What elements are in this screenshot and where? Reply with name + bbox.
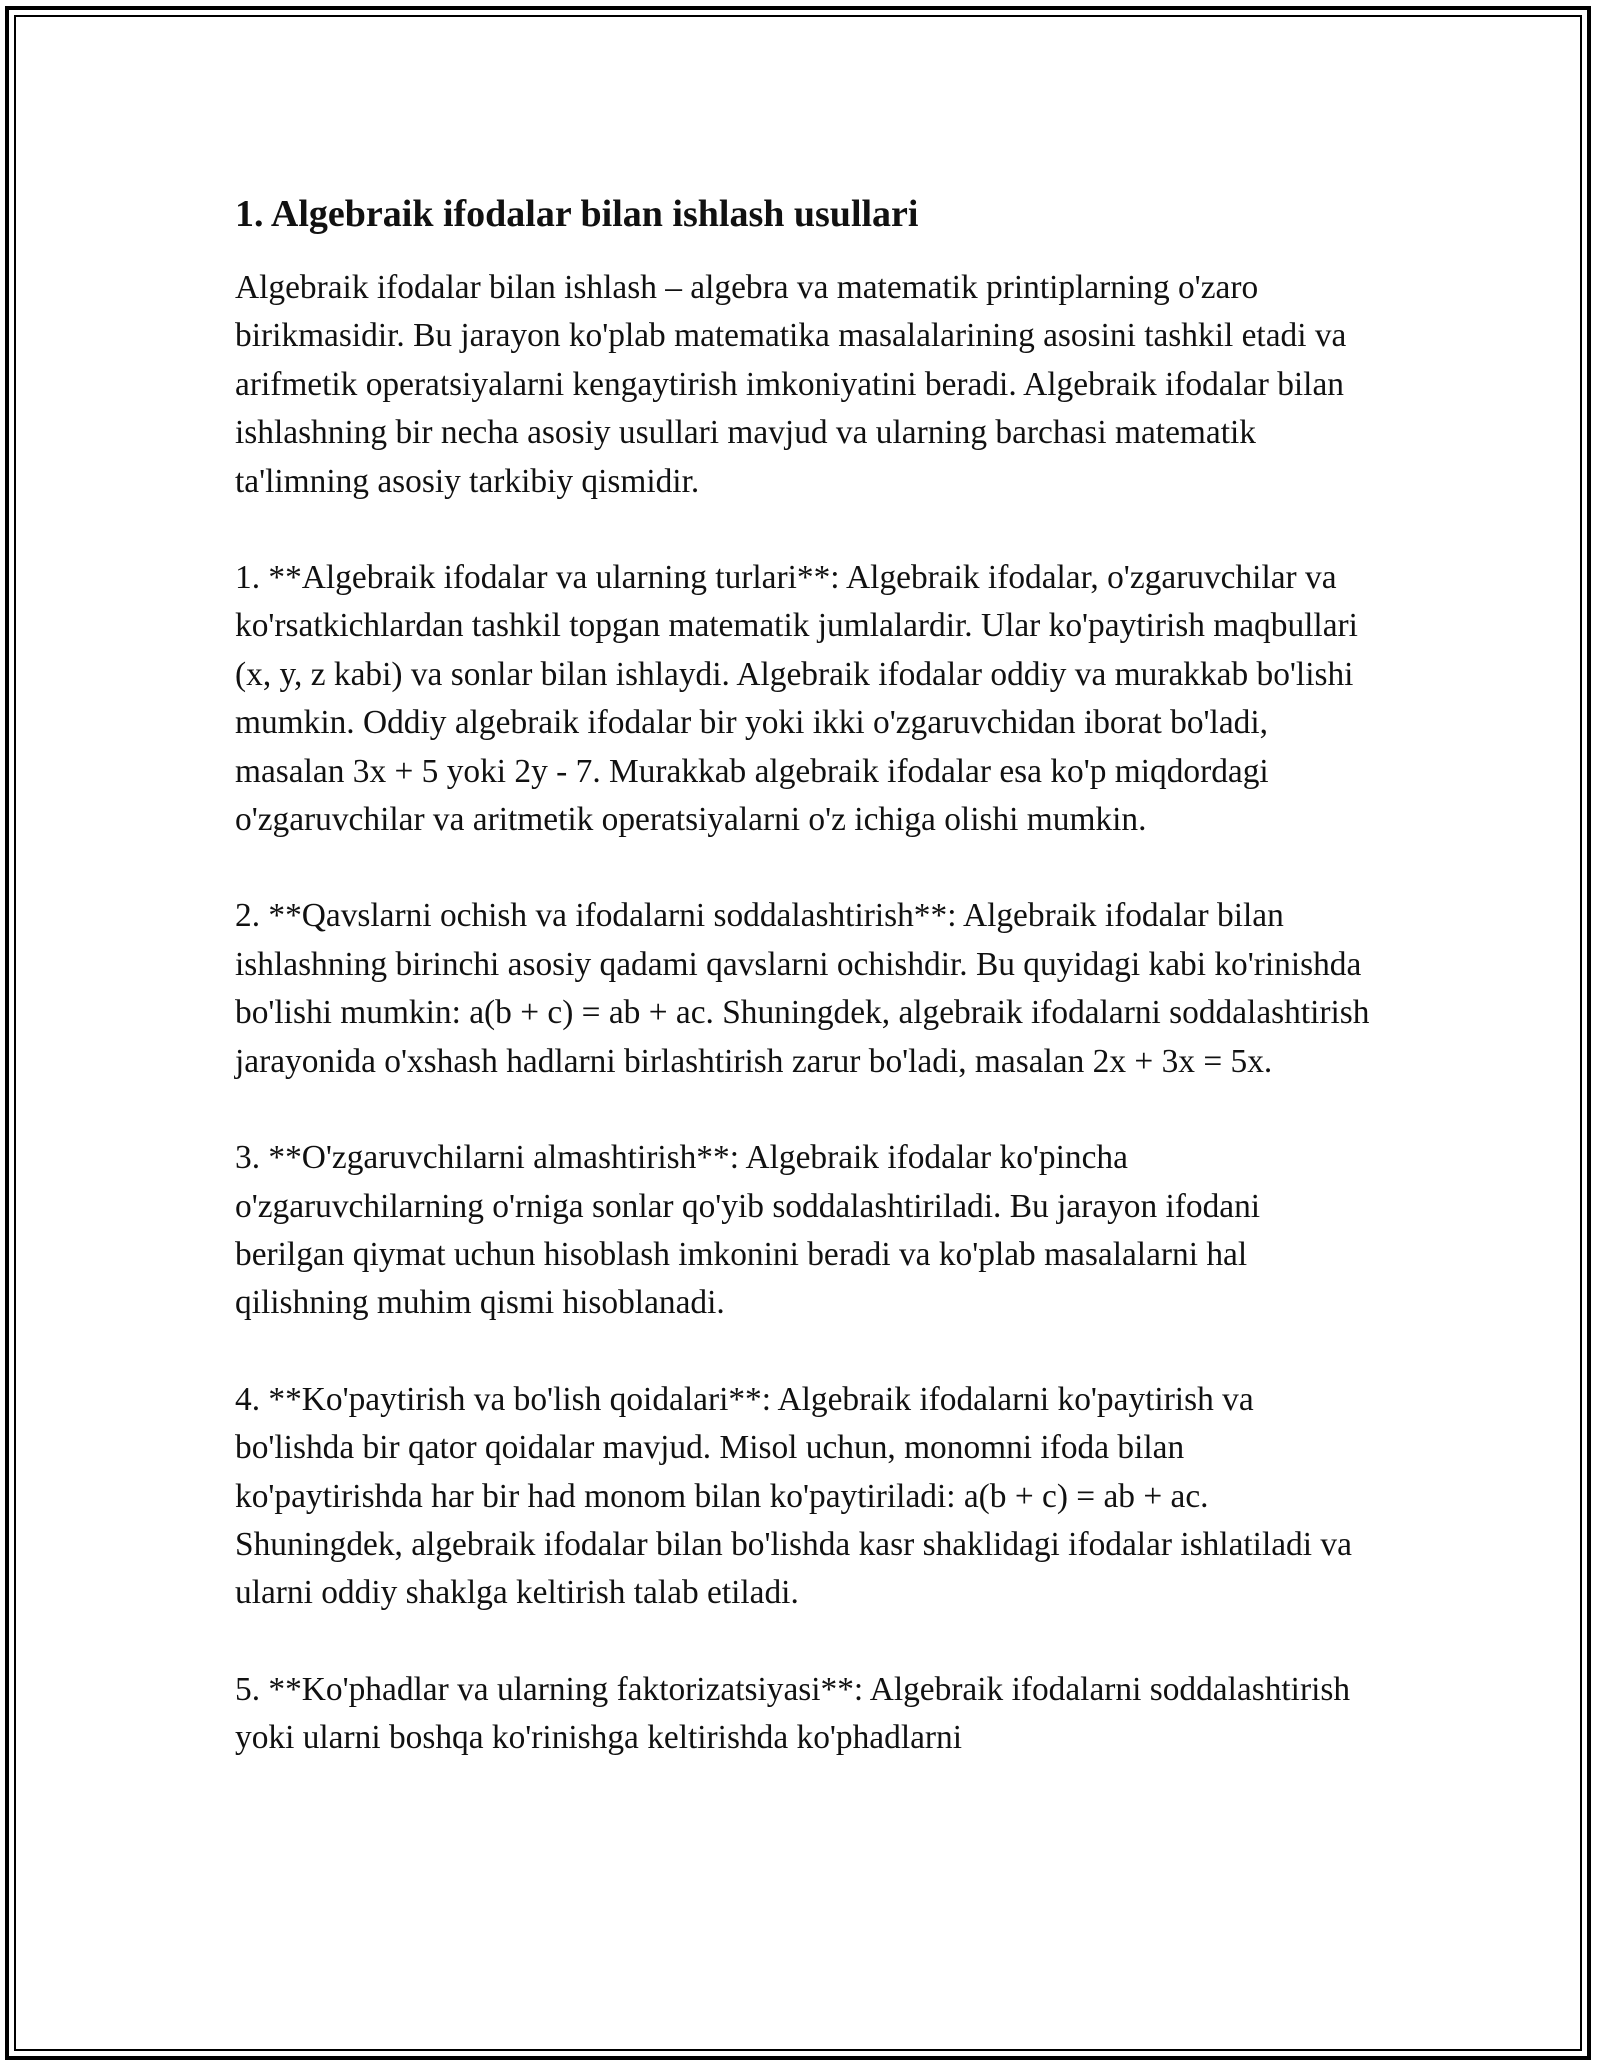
paragraph-item-2: 2. **Qavslarni ochish va ifodalarni soddalashtirish**: Algebraik ifodalar bilan ishlashning birinchi asosiy qadami qavslarni ochishdir. Bu quyidagi kabi ko'rinishda bo'lishi mumkin: a(b + c) = ab + ac. Shuningdek, algebraik ifodalarni soddalashtirish jarayonida o'xshash hadlarni birlashtirish zarur bo'ladi, masalan 2x + 3x = 5x. — [235, 897, 1370, 1080]
paragraph-item-1: 1. **Algebraik ifodalar va ularning turlari**: Algebraik ifodalar, o'zgaruvchilar va ko'rsatkichlardan tashkil topgan matematik jumlalardir. Ular ko'paytirish maqbullari (x, y, z kabi) va sonlar bilan ishlaydi. Algebraik ifodalar oddiy va murakkab bo'lishi mumkin. Oddiy algebraik ifodalar bir yoki ikki o'zgaruvchidan iborat bo'ladi, masalan 3x + 5 yoki 2y - 7. Murakkab algebraik ifodalar esa ko'p miqdordagi o'zgaruvchilar va aritmetik operatsiyalarni o'z ichiga olishi mumkin. — [235, 559, 1358, 839]
paragraph-item-3: 3. **O'zgaruvchilarni almashtirish**: Algebraik ifodalar ko'pincha o'zgaruvchilarning o'rniga sonlar qo'yib soddalashtiriladi. Bu jarayon ifodani berilgan qiymat uchun hisoblash imkonini beradi va ko'plab masalalarni hal qilishning muhim qismi hisoblanadi. — [235, 1139, 1261, 1322]
intro-paragraph: Algebraik ifodalar bilan ishlash – algebra va matematik printiplarning o'zaro birikmasidir. Bu jarayon ko'plab matematika masalalarining asosini tashkil etadi va arifmetik operatsiyalarni kengaytirish imkoniyatini beradi. Algebraik ifodalar bilan ishlashning bir necha asosiy usullari mavjud va ularning barchasi matematik ta'limning asosiy tarkibiy qismidir. — [235, 269, 1347, 500]
document-body — [235, 186, 1375, 1811]
paragraph-item-5: 5. **Ko'phadlar va ularning faktorizatsiyasi**: Algebraik ifodalarni soddalashtirish yoki ularni boshqa ko'rinishga keltirishda ko'phadlarni — [235, 1670, 1351, 1757]
section-heading: 1. Algebraik ifodalar bilan ishlash usullari — [235, 193, 919, 235]
paragraph-item-4: 4. **Ko'paytirish va bo'lish qoidalari**: Algebraik ifodalarni ko'paytirish va bo'lishda bir qator qoidalar mavjud. Misol uchun, monomni ifoda bilan ko'paytirishda har bir had monom bilan ko'paytiriladi: a(b + c) = ab + ac. Shuningdek, algebraik ifodalar bilan bo'lishda kasr shaklidagi ifodalar ishlatiladi va ularni oddiy shaklga keltirish talab etiladi. — [235, 1380, 1352, 1612]
